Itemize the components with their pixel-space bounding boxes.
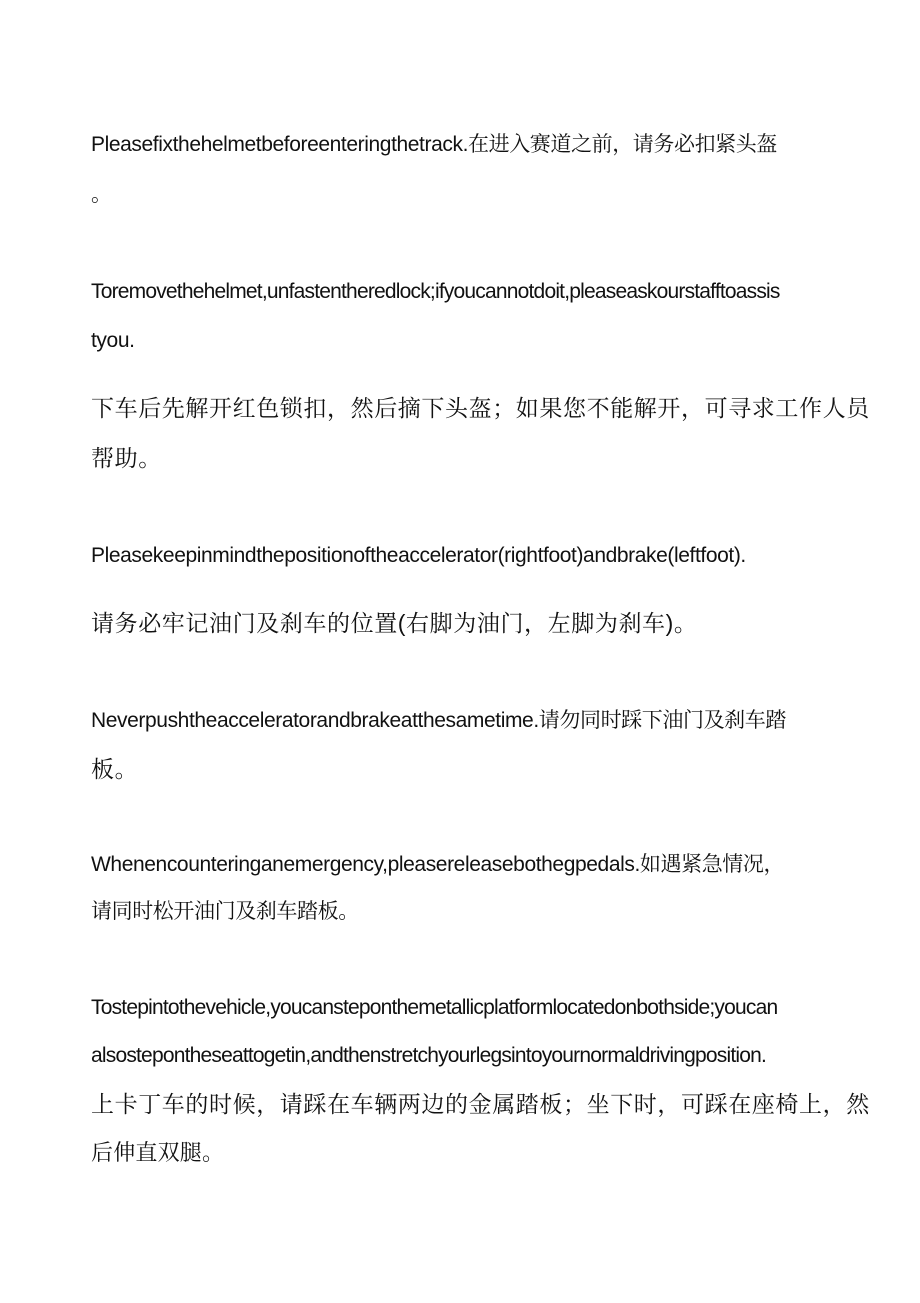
text-line-8: 请务必牢记油门及刹车的位置(右脚为油门，左脚为刹车)。 [91, 610, 698, 636]
text-line-4: tyou. [91, 329, 135, 352]
text-line-2: 。 [91, 183, 112, 206]
text-line-6: 帮助。 [91, 445, 162, 471]
text-line-10: 板。 [91, 756, 139, 782]
text-line-12: 请同时松开油门及刹车踏板。 [91, 900, 359, 923]
text-line-13: Tostepintothevehicle,youcansteponthemetallicplatformlocatedonbothside;youcan [91, 996, 778, 1019]
text-line-15: 上卡丁车的时候，请踩在车辆两边的金属踏板；坐下时，可踩在座椅上，然 [91, 1091, 870, 1117]
text-line-9: Neverpushtheacceleratorandbrakeatthesametime.请勿同时踩下油门及刹车踏 [91, 709, 786, 732]
text-line-14: alsostepontheseattogetin,andthenstretchyourlegsintoyournormaldrivingposition. [91, 1044, 767, 1067]
text-line-1: Pleasefixthehelmetbeforeenteringthetrack.在进入赛道之前，请务必扣紧头盔 [91, 133, 778, 156]
text-line-7: Pleasekeepinmindthepositionoftheaccelerator(rightfoot)andbrake(leftfoot). [91, 544, 746, 567]
text-line-5: 下车后先解开红色锁扣，然后摘下头盔；如果您不能解开，可寻求工作人员 [91, 395, 870, 421]
text-line-3: Toremovethehelmet,unfastentheredlock;ifyoucannotdoit,pleaseaskourstafftoassis [91, 280, 780, 303]
text-line-11: Whenencounteringanemergency,pleasereleasebothegpedals.如遇紧急情况， [91, 853, 785, 876]
text-line-16: 后伸直双腿。 [91, 1140, 225, 1165]
